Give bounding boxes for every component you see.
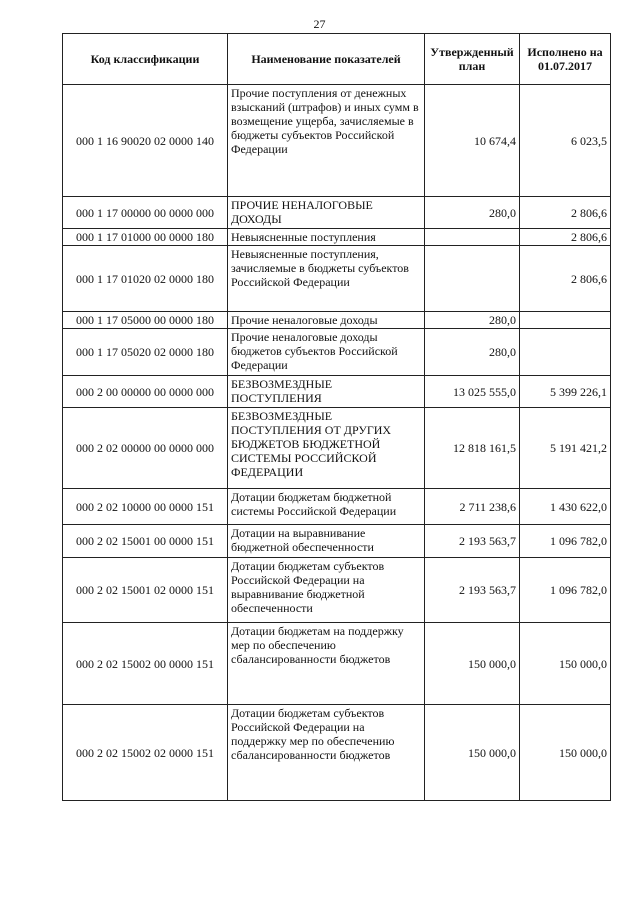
table-row xyxy=(63,705,611,801)
row-name: Дотации на выравнивание бюджетной обеспеченности xyxy=(228,525,425,558)
row-name: ПРОЧИЕ НЕНАЛОГОВЫЕ ДОХОДЫ xyxy=(228,197,425,229)
row-name: Прочие поступления от денежных взысканий (штрафов) и иных сумм в возмещение ущерба, зачисляемые в бюджеты субъектов Российской Федерации xyxy=(228,85,425,197)
table-row xyxy=(63,408,611,489)
row-done: 1 096 782,0 xyxy=(520,525,611,558)
header-code: Код классификации xyxy=(63,34,228,85)
row-name: Прочие неналоговые доходы xyxy=(228,312,425,329)
table-row xyxy=(63,246,611,312)
row-done: 150 000,0 xyxy=(520,705,611,801)
row-plan: 150 000,0 xyxy=(425,705,520,801)
row-code: 000 1 17 05000 00 0000 180 xyxy=(63,312,228,329)
row-done: 1 430 622,0 xyxy=(520,489,611,525)
row-plan: 280,0 xyxy=(425,329,520,376)
row-name: Дотации бюджетам бюджетной системы Российской Федерации xyxy=(228,489,425,525)
row-code: 000 2 02 10000 00 0000 151 xyxy=(63,489,228,525)
row-plan: 2 193 563,7 xyxy=(425,525,520,558)
row-name: Дотации бюджетам субъектов Российской Федерации на поддержку мер по обеспечению сбалансированности бюджетов xyxy=(228,705,425,801)
row-name: Невыясненные поступления xyxy=(228,229,425,246)
row-name: БЕЗВОЗМЕЗДНЫЕ ПОСТУПЛЕНИЯ xyxy=(228,376,425,408)
row-code: 000 1 16 90020 02 0000 140 xyxy=(63,85,228,197)
row-plan: 150 000,0 xyxy=(425,623,520,705)
row-code: 000 2 02 00000 00 0000 000 xyxy=(63,408,228,489)
row-plan: 2 193 563,7 xyxy=(425,558,520,623)
row-done: 2 806,6 xyxy=(520,197,611,229)
table-row xyxy=(63,558,611,623)
row-plan xyxy=(425,246,520,312)
row-done xyxy=(520,329,611,376)
header-plan: Утвержденный план xyxy=(425,34,520,85)
row-name: БЕЗВОЗМЕЗДНЫЕ ПОСТУПЛЕНИЯ ОТ ДРУГИХ БЮДЖЕТОВ БЮДЖЕТНОЙ СИСТЕМЫ РОССИЙСКОЙ ФЕДЕРАЦИИ xyxy=(228,408,425,489)
budget-table xyxy=(62,33,611,801)
row-name: Дотации бюджетам субъектов Российской Федерации на выравнивание бюджетной обеспеченности xyxy=(228,558,425,623)
header-done: Исполнено на 01.07.2017 xyxy=(520,34,611,85)
row-plan: 2 711 238,6 xyxy=(425,489,520,525)
row-code: 000 1 17 01020 02 0000 180 xyxy=(63,246,228,312)
table-row xyxy=(63,85,611,197)
row-done: 1 096 782,0 xyxy=(520,558,611,623)
row-done: 2 806,6 xyxy=(520,229,611,246)
row-done: 2 806,6 xyxy=(520,246,611,312)
row-code: 000 2 00 00000 00 0000 000 xyxy=(63,376,228,408)
table-row xyxy=(63,197,611,229)
row-done: 6 023,5 xyxy=(520,85,611,197)
row-code: 000 1 17 00000 00 0000 000 xyxy=(63,197,228,229)
row-plan: 10 674,4 xyxy=(425,85,520,197)
row-plan: 12 818 161,5 xyxy=(425,408,520,489)
table-row xyxy=(63,525,611,558)
row-plan: 280,0 xyxy=(425,197,520,229)
row-done: 5 191 421,2 xyxy=(520,408,611,489)
table-row xyxy=(63,623,611,705)
row-code: 000 2 02 15001 00 0000 151 xyxy=(63,525,228,558)
row-plan xyxy=(425,229,520,246)
row-plan: 13 025 555,0 xyxy=(425,376,520,408)
row-done: 150 000,0 xyxy=(520,623,611,705)
row-code: 000 1 17 01000 00 0000 180 xyxy=(63,229,228,246)
row-code: 000 2 02 15002 02 0000 151 xyxy=(63,705,228,801)
row-done xyxy=(520,312,611,329)
row-code: 000 1 17 05020 02 0000 180 xyxy=(63,329,228,376)
table-row xyxy=(63,329,611,376)
table-row xyxy=(63,489,611,525)
page-number: 27 xyxy=(313,17,326,31)
table-row xyxy=(63,376,611,408)
row-name: Невыясненные поступления, зачисляемые в бюджеты субъектов Российской Федерации xyxy=(228,246,425,312)
table-row xyxy=(63,229,611,246)
row-name: Дотации бюджетам на поддержку мер по обеспечению сбалансированности бюджетов xyxy=(228,623,425,705)
row-code: 000 2 02 15002 00 0000 151 xyxy=(63,623,228,705)
row-code: 000 2 02 15001 02 0000 151 xyxy=(63,558,228,623)
header-name: Наименование показателей xyxy=(228,34,425,85)
row-done: 5 399 226,1 xyxy=(520,376,611,408)
row-plan: 280,0 xyxy=(425,312,520,329)
header-row xyxy=(63,34,611,85)
table-row xyxy=(63,312,611,329)
row-name: Прочие неналоговые доходы бюджетов субъектов Российской Федерации xyxy=(228,329,425,376)
